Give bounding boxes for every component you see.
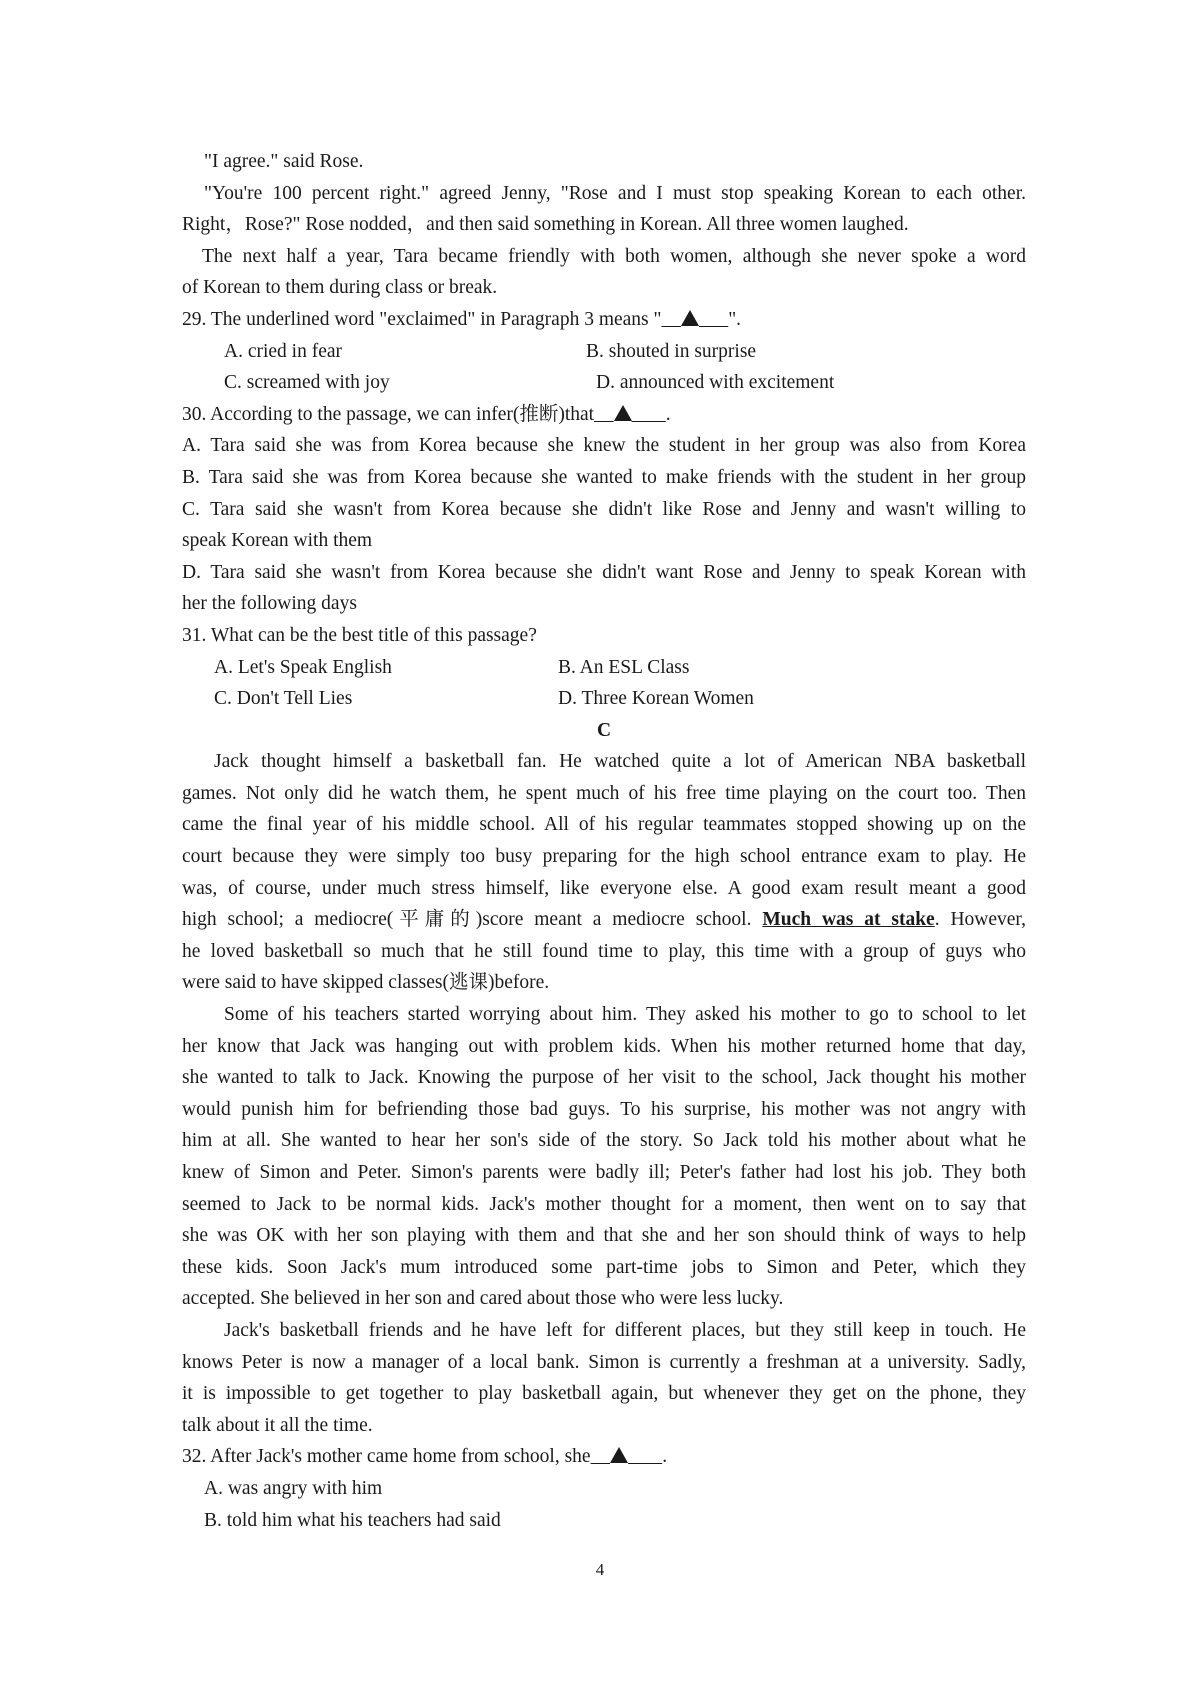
passage-c-p1-line-8: were said to have skipped classes(逃课)before. <box>182 972 550 994</box>
exam-page <box>182 146 1026 1536</box>
passage-c-p1-line-1: Jack thought himself a basketball fan. He watched quite a lot of American NBA basketball <box>214 751 1026 773</box>
underlined-phrase: Much was at stake <box>762 909 935 931</box>
page-number: 4 <box>595 1560 605 1579</box>
dialogue-line-3: Right，Rose?" Rose nodded，and then said something in Korean. All three women laughed. <box>182 214 909 236</box>
question-29-options-row-2 <box>182 367 1026 399</box>
passage-c-p2-line-1: Some of his teachers started worrying about him. They asked his mother to go to school to let <box>224 1004 1026 1026</box>
passage-c-p3-line-1: Jack's basketball friends and he have left for different places, but they still keep in touch. He <box>224 1319 1026 1341</box>
question-30-option-d-line-2: her the following days <box>182 593 357 615</box>
passage-c-p2-line-8: she was OK with her son playing with them and that she and her son should think of ways to help <box>182 1225 1026 1247</box>
question-30-stem-text: 30. According to the passage, we can infer(推断)that <box>182 403 595 425</box>
passage-c-p2-line-7: seemed to Jack to be normal kids. Jack's mother thought for a moment, then went on to say that <box>182 1193 1026 1215</box>
passage-c-p1-line-2: games. Not only did he watch them, he spent much of his free time playing on the court too. Then <box>182 782 1026 804</box>
passage-c-p2-line-3: she wanted to talk to Jack. Knowing the purpose of her visit to the school, Jack thought his mother <box>182 1067 1026 1089</box>
passage-c-p2-line-4: would punish him for befriending those bad guys. To his surprise, his mother was not angry with <box>182 1098 1026 1120</box>
paragraph-line-1: The next half a year, Tara became friendly with both women, although she never spoke a word <box>202 245 1026 267</box>
question-29-options-row-1 <box>182 336 1026 368</box>
passage-c-p2-line-10: accepted. She believed in her son and cared about those who were less lucky. <box>182 1288 784 1310</box>
answer-blank <box>591 1441 663 1473</box>
option-b: B. An ESL Class <box>558 656 690 678</box>
option-d: D. announced with excitement <box>596 372 835 394</box>
answer-blank <box>594 399 666 431</box>
question-32-option-a: A. was angry with him <box>204 1477 383 1499</box>
triangle-icon <box>614 405 632 421</box>
line-text: high school; a mediocre(平庸的)score meant a mediocre school. <box>182 909 752 931</box>
passage-c-p1-line-4: court because they were simply too busy preparing for the high school entrance exam to play. He <box>182 846 1026 868</box>
question-31-options-row-2 <box>182 683 1026 715</box>
section-heading: C <box>596 719 612 741</box>
passage-c-p1-line-3: came the final year of his middle school. All of his regular teammates stopped showing up on the <box>182 814 1026 836</box>
line-text-end: . However, <box>934 909 1027 931</box>
dialogue-line-2: "You're 100 percent right." agreed Jenny, "Rose and I must stop speaking Korean to each other. <box>204 182 1026 204</box>
question-31-stem: 31. What can be the best title of this passage? <box>182 624 537 646</box>
answer-blank <box>661 304 728 336</box>
question-30-option-b: B. Tara said she was from Korea because she wanted to make friends with the student in her group <box>182 466 1026 488</box>
triangle-icon <box>681 310 699 326</box>
passage-c-p1-line-7: he loved basketball so much that he still found time to play, this time with a group of guys who <box>182 940 1026 962</box>
question-32-stem-end: . <box>662 1446 668 1468</box>
passage-c-p3-line-2: knows Peter is now a manager of a local bank. Simon is currently a freshman at a university. Sadly, <box>182 1351 1026 1373</box>
dialogue-line-1: "I agree." said Rose. <box>204 151 364 172</box>
question-32-stem-text: 32. After Jack's mother came home from school, she <box>182 1446 591 1468</box>
option-b: B. shouted in surprise <box>586 340 757 362</box>
question-32-stem <box>182 1441 1026 1473</box>
passage-c-p2-line-5: him at all. She wanted to hear her son's side of the story. So Jack told his mother about what he <box>182 1130 1026 1152</box>
passage-c-p3-line-3: it is impossible to get together to play basketball again, but whenever they get on the phone, they <box>182 1383 1026 1405</box>
passage-c-p3-line-4: talk about it all the time. <box>182 1414 373 1436</box>
passage-c-p2-line-6: knew of Simon and Peter. Simon's parents were badly ill; Peter's father had lost his job. They both <box>182 1162 1026 1183</box>
passage-c-p1-line-6 <box>182 904 1026 936</box>
option-c: C. screamed with joy <box>224 372 390 394</box>
question-30-stem <box>182 399 1026 431</box>
question-32-option-b: B. told him what his teachers had said <box>204 1509 501 1531</box>
question-30-option-c-line-2: speak Korean with them <box>182 530 373 552</box>
question-29-stem-text: 29. The underlined word "exclaimed" in Paragraph 3 means " <box>182 308 662 330</box>
question-29-stem-end: ". <box>728 308 742 330</box>
passage-c-p2-line-9: these kids. Soon Jack's mum introduced some part-time jobs to Simon and Peter, which they <box>182 1256 1026 1278</box>
paragraph-line-2: of Korean to them during class or break. <box>182 277 498 299</box>
question-30-stem-end: . <box>665 403 671 425</box>
triangle-icon <box>610 1447 628 1463</box>
question-29-stem <box>182 304 1026 336</box>
question-30-option-d-line-1: D. Tara said she wasn't from Korea because she didn't want Rose and Jenny to speak Korean with <box>182 561 1026 583</box>
option-c: C. Don't Tell Lies <box>214 688 353 710</box>
question-30-option-a: A. Tara said she was from Korea because she knew the student in her group was also from Korea <box>182 435 1026 457</box>
question-31-options-row-1 <box>182 652 1026 684</box>
option-d: D. Three Korean Women <box>558 688 754 710</box>
option-a: A. Let's Speak English <box>214 656 392 678</box>
option-a: A. cried in fear <box>224 340 343 362</box>
passage-c-p2-line-2: her know that Jack was hanging out with problem kids. When his mother returned home that day, <box>182 1035 1026 1057</box>
passage-c-p1-line-5: was, of course, under much stress himself, like everyone else. A good exam result meant a good <box>182 877 1026 899</box>
question-30-option-c-line-1: C. Tara said she wasn't from Korea because she didn't like Rose and Jenny and wasn't willing to <box>182 498 1026 520</box>
